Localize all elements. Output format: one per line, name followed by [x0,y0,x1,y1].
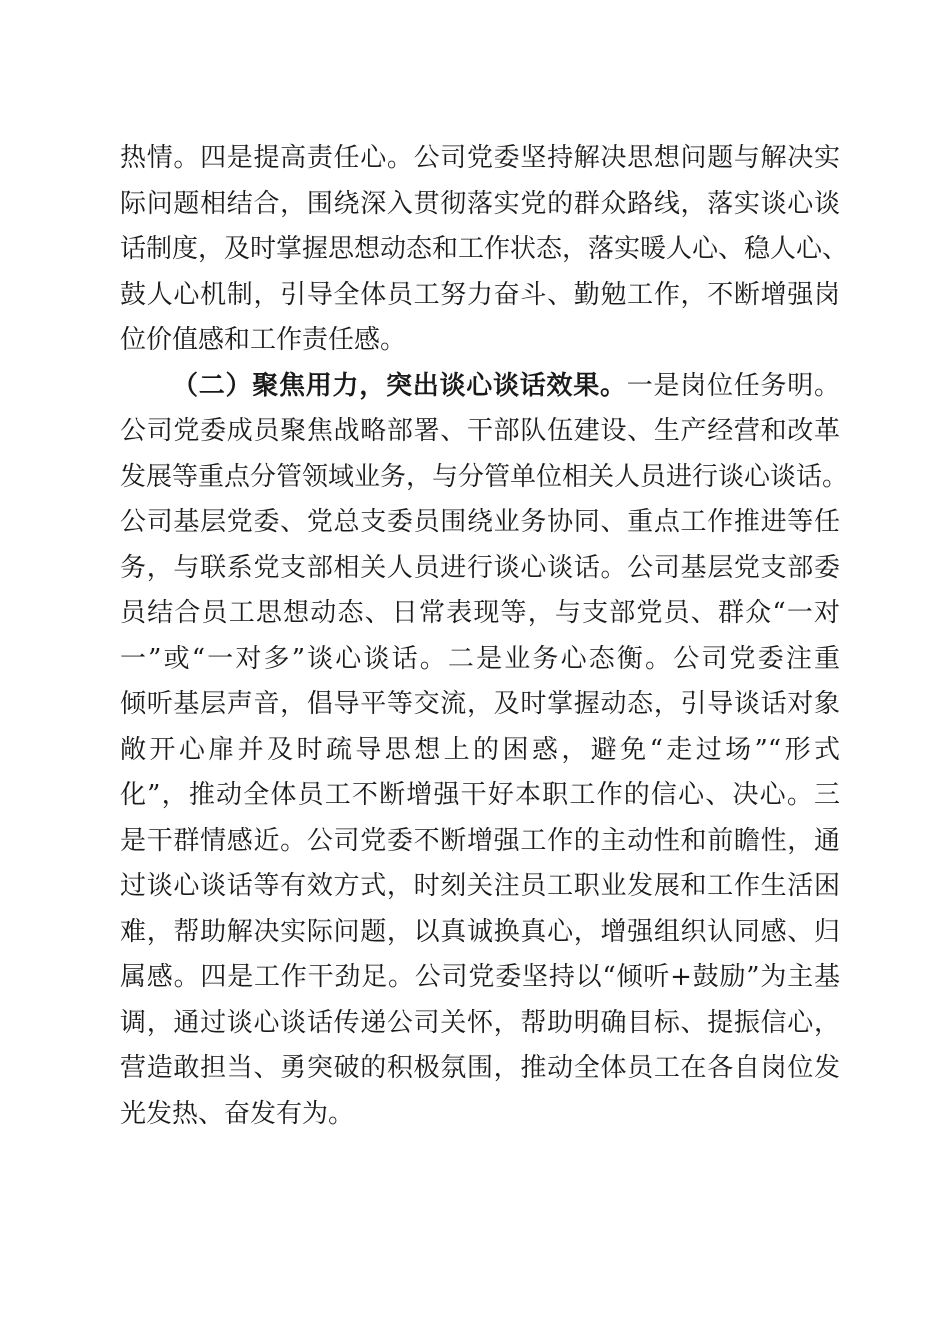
text-line: 倾听基层声音，倡导平等交流，及时掌握动态，引导谈话对象 [120,689,840,719]
text-line: 是干群情感近。公司党委不断增强工作的主动性和前瞻性，通 [120,825,840,856]
text-line: 调，通过谈心谈话传递公司关怀，帮助明确目标、提振信心， [120,1007,840,1038]
paragraph-responsibility [120,136,849,364]
text-line: 热情。四是提高责任心。公司党委坚持解决思想问题与解决实 [120,143,840,173]
text-line: 敞开心扉并及时疏导思想上的困惑，避免“走过场”“形式 [120,734,840,765]
text-line: 公司基层党委、党总支委员围绕业务协同、重点工作推进等任 [120,507,840,537]
text-line: 营造敢担当、勇突破的积极氛围，推动全体员工在各自岗位发 [120,1053,840,1083]
text-line: 员结合员工思想动态、日常表现等，与支部党员、群众“一对 [120,598,840,628]
text-line: 话制度，及时掌握思想动态和工作状态，落实暖人心、稳人心、 [120,234,849,264]
text-line: 鼓人心机制，引导全体员工努力奋斗、勤勉工作，不断增强岗 [120,279,840,310]
section-heading: （二）聚焦用力，突出谈心谈话效果。 [172,370,627,401]
document-body [120,136,849,1137]
text-line: 难，帮助解决实际问题，以真诚换真心，增强组织认同感、归 [120,916,840,947]
paragraph-focus-effect [120,364,849,1138]
text-line: 位价值感和工作责任感。 [120,325,407,355]
text-line: 光发热、奋发有为。 [120,1098,355,1129]
text-line: 际问题相结合，围绕深入贯彻落实党的群众路线，落实谈心谈 [120,188,840,219]
text-line: 公司党委成员聚焦战略部署、干部队伍建设、生产经营和改革 [120,416,840,446]
text-run: 一是岗位任务明。 [626,370,840,401]
text-line: 化”，推动全体员工不断增强干好本职工作的信心、决心。三 [120,780,840,810]
text-line: 一”或“一对多”谈心谈话。二是业务心态衡。公司党委注重 [120,643,840,674]
text-line: 发展等重点分管领域业务，与分管单位相关人员进行谈心谈话。 [120,461,849,492]
section-heading-line [120,364,840,410]
text-line: 属感。四是工作干劲足。公司党委坚持以“倾听+鼓励”为主基 [120,962,840,992]
text-line: 过谈心谈话等有效方式，时刻关注员工职业发展和工作生活困 [120,871,840,901]
text-line: 务，与联系党支部相关人员进行谈心谈话。公司基层党支部委 [120,552,840,583]
